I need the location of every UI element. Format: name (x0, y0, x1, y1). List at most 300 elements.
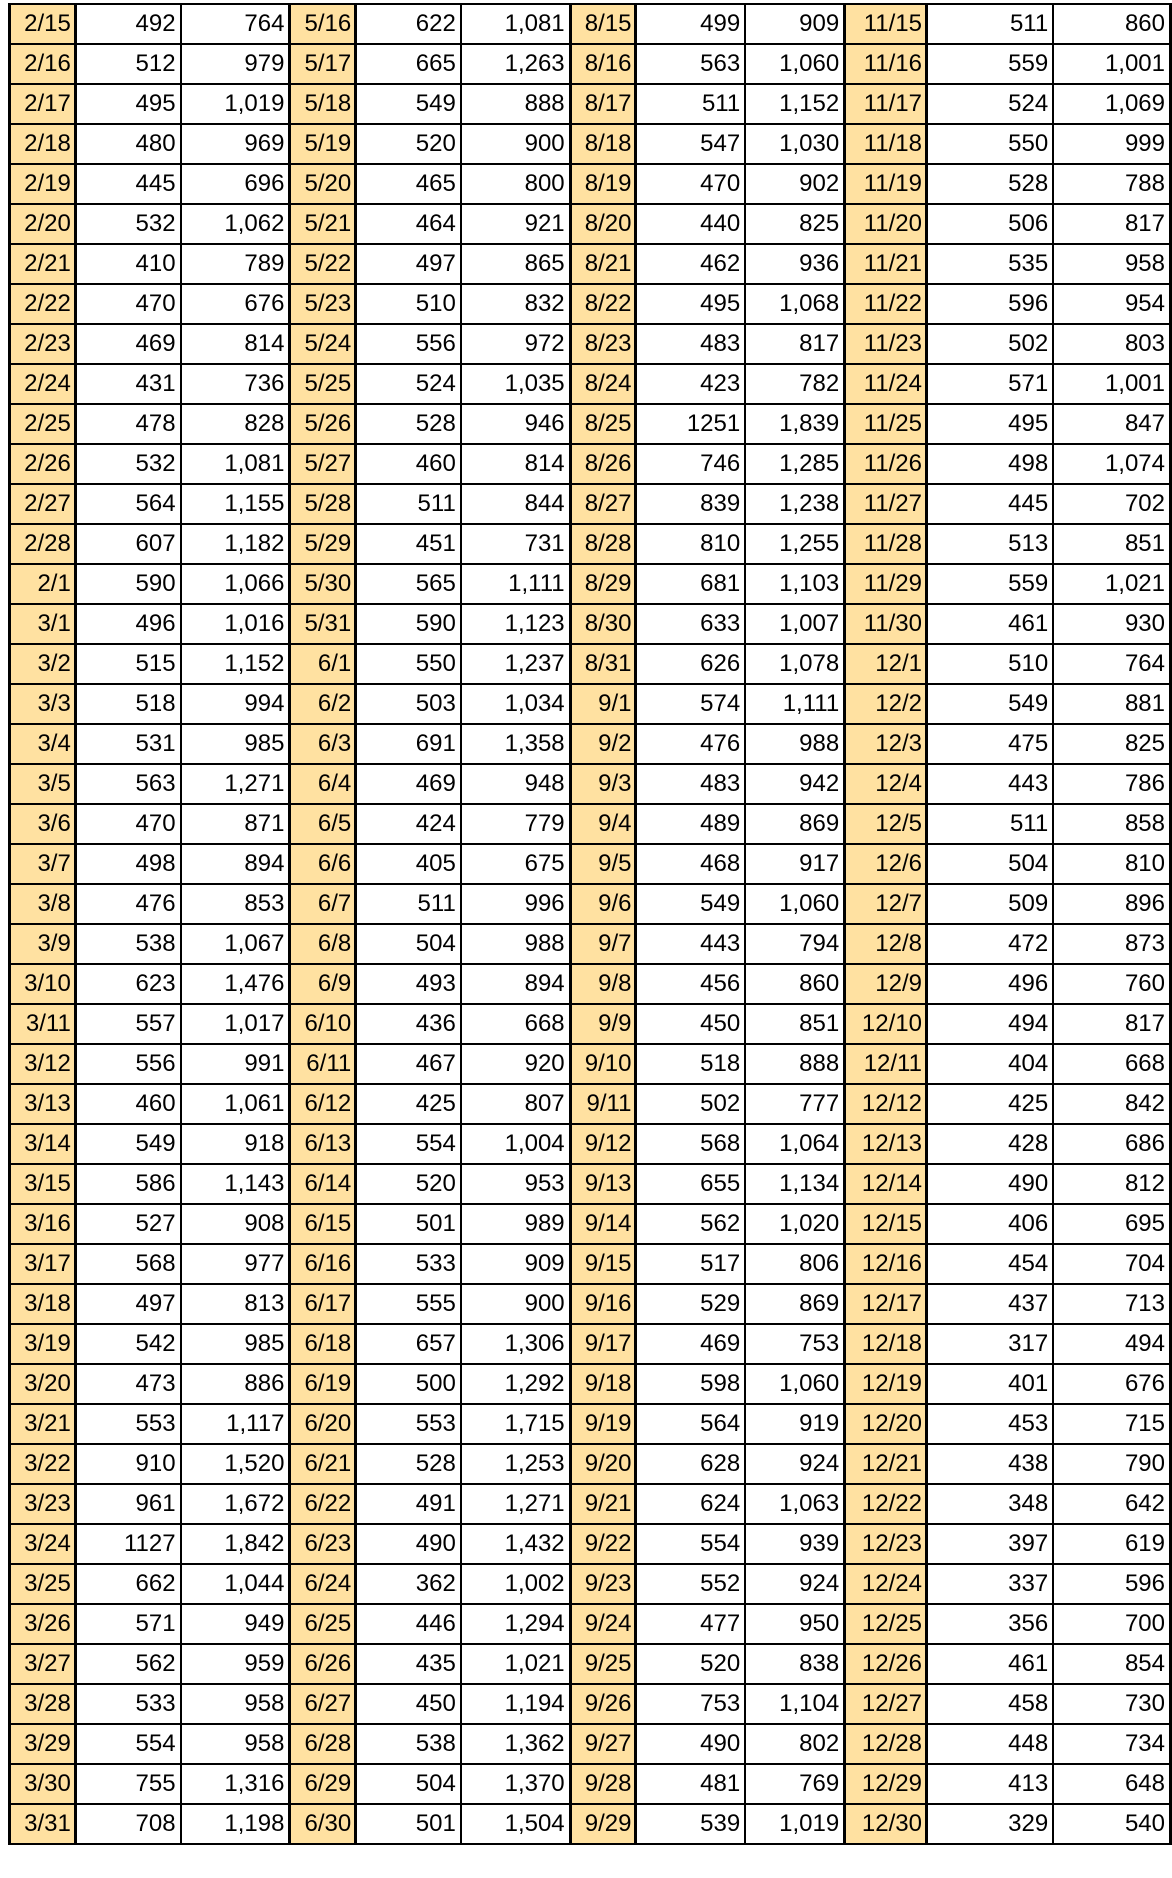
q3-value-b-cell: 1,060 (745, 44, 845, 84)
q4-value-b-cell: 842 (1053, 1084, 1170, 1124)
q3-date-cell: 8/15 (570, 4, 636, 44)
q3-value-b-cell: 1,068 (745, 284, 845, 324)
q1-date-cell: 2/25 (10, 404, 76, 444)
q3-value-a-cell: 469 (636, 1324, 745, 1364)
table-row (10, 4, 1171, 44)
q2-value-b-cell: 996 (461, 884, 570, 924)
q2-value-b-cell: 731 (461, 524, 570, 564)
q1-value-a-cell: 480 (75, 124, 180, 164)
q3-date-cell: 9/2 (570, 724, 636, 764)
q3-date-cell: 9/6 (570, 884, 636, 924)
table-row (10, 1084, 1171, 1124)
q1-value-a-cell: 562 (75, 1644, 180, 1684)
table-row (10, 1004, 1171, 1044)
q1-date-cell: 3/8 (10, 884, 76, 924)
q2-date-cell: 6/22 (290, 1484, 356, 1524)
q2-value-a-cell: 436 (356, 1004, 461, 1044)
q3-value-b-cell: 851 (745, 1004, 845, 1044)
q4-value-a-cell: 445 (926, 484, 1053, 524)
q4-value-b-cell: 881 (1053, 684, 1170, 724)
q1-value-b-cell: 958 (181, 1724, 290, 1764)
q3-value-b-cell: 777 (745, 1084, 845, 1124)
q1-value-a-cell: 533 (75, 1684, 180, 1724)
q3-value-a-cell: 470 (636, 164, 745, 204)
q1-value-a-cell: 492 (75, 4, 180, 44)
q2-date-cell: 6/1 (290, 644, 356, 684)
q1-value-a-cell: 512 (75, 44, 180, 84)
q1-value-a-cell: 590 (75, 564, 180, 604)
q4-value-b-cell: 764 (1053, 644, 1170, 684)
q2-value-a-cell: 510 (356, 284, 461, 324)
q3-date-cell: 9/16 (570, 1284, 636, 1324)
q2-date-cell: 6/12 (290, 1084, 356, 1124)
q1-value-a-cell: 497 (75, 1284, 180, 1324)
q1-date-cell: 2/23 (10, 324, 76, 364)
q4-date-cell: 12/1 (845, 644, 927, 684)
q1-value-b-cell: 736 (181, 364, 290, 404)
q3-value-a-cell: 598 (636, 1364, 745, 1404)
q3-value-b-cell: 806 (745, 1244, 845, 1284)
q4-date-cell: 12/5 (845, 804, 927, 844)
q1-value-b-cell: 1,520 (181, 1444, 290, 1484)
q2-date-cell: 5/30 (290, 564, 356, 604)
q4-value-b-cell: 676 (1053, 1364, 1170, 1404)
q4-value-b-cell: 702 (1053, 484, 1170, 524)
q2-date-cell: 6/16 (290, 1244, 356, 1284)
q4-value-a-cell: 535 (926, 244, 1053, 284)
q3-value-b-cell: 1,078 (745, 644, 845, 684)
q4-value-a-cell: 511 (926, 804, 1053, 844)
q3-date-cell: 9/18 (570, 1364, 636, 1404)
q2-value-a-cell: 491 (356, 1484, 461, 1524)
q3-value-b-cell: 1,285 (745, 444, 845, 484)
q1-date-cell: 3/2 (10, 644, 76, 684)
q2-date-cell: 6/24 (290, 1564, 356, 1604)
q3-date-cell: 9/29 (570, 1804, 636, 1844)
q2-value-a-cell: 511 (356, 884, 461, 924)
q4-value-a-cell: 453 (926, 1404, 1053, 1444)
q2-value-a-cell: 504 (356, 924, 461, 964)
q2-value-b-cell: 1,123 (461, 604, 570, 644)
q3-value-a-cell: 489 (636, 804, 745, 844)
q3-value-b-cell: 950 (745, 1604, 845, 1644)
q3-value-b-cell: 825 (745, 204, 845, 244)
q2-date-cell: 5/27 (290, 444, 356, 484)
q1-value-a-cell: 532 (75, 204, 180, 244)
q4-value-b-cell: 825 (1053, 724, 1170, 764)
q1-value-a-cell: 708 (75, 1804, 180, 1844)
q2-value-b-cell: 779 (461, 804, 570, 844)
q2-value-a-cell: 503 (356, 684, 461, 724)
q4-value-b-cell: 860 (1053, 4, 1170, 44)
q1-value-a-cell: 469 (75, 324, 180, 364)
q3-date-cell: 9/19 (570, 1404, 636, 1444)
q3-value-b-cell: 1,063 (745, 1484, 845, 1524)
q3-value-b-cell: 919 (745, 1404, 845, 1444)
q2-date-cell: 6/5 (290, 804, 356, 844)
q3-value-b-cell: 902 (745, 164, 845, 204)
q3-value-b-cell: 1,238 (745, 484, 845, 524)
q2-value-b-cell: 888 (461, 84, 570, 124)
q2-date-cell: 6/6 (290, 844, 356, 884)
q2-date-cell: 6/9 (290, 964, 356, 1004)
q4-value-a-cell: 329 (926, 1804, 1053, 1844)
q3-date-cell: 8/25 (570, 404, 636, 444)
table-row (10, 404, 1171, 444)
q3-date-cell: 9/24 (570, 1604, 636, 1644)
q4-value-b-cell: 930 (1053, 604, 1170, 644)
q2-value-b-cell: 675 (461, 844, 570, 884)
q4-date-cell: 12/25 (845, 1604, 927, 1644)
q2-value-a-cell: 465 (356, 164, 461, 204)
q3-value-a-cell: 440 (636, 204, 745, 244)
q2-value-a-cell: 549 (356, 84, 461, 124)
q4-value-a-cell: 571 (926, 364, 1053, 404)
q2-date-cell: 5/26 (290, 404, 356, 444)
table-row (10, 364, 1171, 404)
q4-value-a-cell: 490 (926, 1164, 1053, 1204)
q2-date-cell: 6/21 (290, 1444, 356, 1484)
q4-value-b-cell: 817 (1053, 1004, 1170, 1044)
q2-date-cell: 5/29 (290, 524, 356, 564)
q2-date-cell: 6/14 (290, 1164, 356, 1204)
q1-value-b-cell: 696 (181, 164, 290, 204)
q1-value-a-cell: 445 (75, 164, 180, 204)
q1-value-a-cell: 564 (75, 484, 180, 524)
q1-value-b-cell: 894 (181, 844, 290, 884)
q4-value-a-cell: 438 (926, 1444, 1053, 1484)
table-row (10, 204, 1171, 244)
q1-value-b-cell: 949 (181, 1604, 290, 1644)
q1-date-cell: 3/17 (10, 1244, 76, 1284)
table-row (10, 1564, 1171, 1604)
q3-value-b-cell: 869 (745, 1284, 845, 1324)
q3-value-b-cell: 1,152 (745, 84, 845, 124)
q3-date-cell: 9/13 (570, 1164, 636, 1204)
q4-date-cell: 11/21 (845, 244, 927, 284)
q2-date-cell: 5/28 (290, 484, 356, 524)
q2-value-a-cell: 435 (356, 1644, 461, 1684)
q4-date-cell: 11/25 (845, 404, 927, 444)
q2-value-b-cell: 1,111 (461, 564, 570, 604)
q2-value-b-cell: 1,306 (461, 1324, 570, 1364)
q2-date-cell: 6/27 (290, 1684, 356, 1724)
q4-value-a-cell: 437 (926, 1284, 1053, 1324)
table-row (10, 804, 1171, 844)
q4-value-b-cell: 668 (1053, 1044, 1170, 1084)
q3-value-a-cell: 450 (636, 1004, 745, 1044)
q2-value-a-cell: 528 (356, 404, 461, 444)
q1-value-a-cell: 1127 (75, 1524, 180, 1564)
q4-date-cell: 11/20 (845, 204, 927, 244)
q2-value-a-cell: 500 (356, 1364, 461, 1404)
q2-value-a-cell: 501 (356, 1804, 461, 1844)
q4-date-cell: 11/19 (845, 164, 927, 204)
q3-value-a-cell: 483 (636, 764, 745, 804)
q4-date-cell: 12/30 (845, 1804, 927, 1844)
q2-date-cell: 6/3 (290, 724, 356, 764)
table-body (10, 4, 1171, 1844)
q1-value-b-cell: 1,476 (181, 964, 290, 1004)
q4-value-b-cell: 790 (1053, 1444, 1170, 1484)
q4-value-a-cell: 495 (926, 404, 1053, 444)
table-row (10, 1484, 1171, 1524)
q1-value-a-cell: 460 (75, 1084, 180, 1124)
q1-date-cell: 2/19 (10, 164, 76, 204)
q4-value-b-cell: 596 (1053, 1564, 1170, 1604)
table-row (10, 1644, 1171, 1684)
q3-value-a-cell: 456 (636, 964, 745, 1004)
q1-value-a-cell: 495 (75, 84, 180, 124)
q1-date-cell: 3/25 (10, 1564, 76, 1604)
q4-date-cell: 12/15 (845, 1204, 927, 1244)
q2-date-cell: 6/7 (290, 884, 356, 924)
q1-date-cell: 3/24 (10, 1524, 76, 1564)
q4-value-a-cell: 443 (926, 764, 1053, 804)
q2-date-cell: 6/11 (290, 1044, 356, 1084)
q3-value-b-cell: 1,104 (745, 1684, 845, 1724)
q1-value-b-cell: 789 (181, 244, 290, 284)
q2-date-cell: 5/31 (290, 604, 356, 644)
q3-value-a-cell: 502 (636, 1084, 745, 1124)
q2-value-b-cell: 1,294 (461, 1604, 570, 1644)
q3-date-cell: 9/25 (570, 1644, 636, 1684)
q1-value-b-cell: 1,182 (181, 524, 290, 564)
q2-value-a-cell: 497 (356, 244, 461, 284)
q1-value-b-cell: 871 (181, 804, 290, 844)
q4-date-cell: 12/28 (845, 1724, 927, 1764)
q2-date-cell: 5/22 (290, 244, 356, 284)
q2-value-b-cell: 1,021 (461, 1644, 570, 1684)
q4-value-b-cell: 1,001 (1053, 44, 1170, 84)
q2-date-cell: 6/28 (290, 1724, 356, 1764)
q4-date-cell: 12/16 (845, 1244, 927, 1284)
q3-value-a-cell: 681 (636, 564, 745, 604)
q2-date-cell: 6/19 (290, 1364, 356, 1404)
q3-value-a-cell: 1251 (636, 404, 745, 444)
q1-date-cell: 2/22 (10, 284, 76, 324)
q4-value-b-cell: 803 (1053, 324, 1170, 364)
q1-date-cell: 3/4 (10, 724, 76, 764)
q3-value-a-cell: 626 (636, 644, 745, 684)
q2-date-cell: 6/26 (290, 1644, 356, 1684)
q1-date-cell: 3/20 (10, 1364, 76, 1404)
q4-date-cell: 11/29 (845, 564, 927, 604)
q3-date-cell: 8/23 (570, 324, 636, 364)
q1-date-cell: 3/29 (10, 1724, 76, 1764)
q4-value-b-cell: 873 (1053, 924, 1170, 964)
q3-date-cell: 9/26 (570, 1684, 636, 1724)
q4-value-a-cell: 356 (926, 1604, 1053, 1644)
q4-value-a-cell: 494 (926, 1004, 1053, 1044)
q3-value-b-cell: 936 (745, 244, 845, 284)
q2-value-b-cell: 1,035 (461, 364, 570, 404)
table-row (10, 1724, 1171, 1764)
q3-date-cell: 9/15 (570, 1244, 636, 1284)
q4-value-b-cell: 958 (1053, 244, 1170, 284)
q1-date-cell: 3/3 (10, 684, 76, 724)
q4-value-b-cell: 858 (1053, 804, 1170, 844)
q2-value-b-cell: 948 (461, 764, 570, 804)
q2-date-cell: 5/18 (290, 84, 356, 124)
q2-value-a-cell: 590 (356, 604, 461, 644)
q1-value-a-cell: 557 (75, 1004, 180, 1044)
q3-date-cell: 8/24 (570, 364, 636, 404)
q4-date-cell: 12/13 (845, 1124, 927, 1164)
table-row (10, 444, 1171, 484)
q3-value-a-cell: 746 (636, 444, 745, 484)
q3-date-cell: 8/30 (570, 604, 636, 644)
q2-value-b-cell: 1,432 (461, 1524, 570, 1564)
q1-value-b-cell: 918 (181, 1124, 290, 1164)
q4-date-cell: 12/29 (845, 1764, 927, 1804)
q4-value-b-cell: 812 (1053, 1164, 1170, 1204)
q4-value-a-cell: 504 (926, 844, 1053, 884)
q4-value-b-cell: 788 (1053, 164, 1170, 204)
q1-date-cell: 2/18 (10, 124, 76, 164)
q4-value-a-cell: 472 (926, 924, 1053, 964)
q1-value-a-cell: 554 (75, 1724, 180, 1764)
table-row (10, 1164, 1171, 1204)
q4-value-b-cell: 896 (1053, 884, 1170, 924)
q2-value-b-cell: 920 (461, 1044, 570, 1084)
q3-date-cell: 8/27 (570, 484, 636, 524)
q2-value-a-cell: 450 (356, 1684, 461, 1724)
q1-value-a-cell: 538 (75, 924, 180, 964)
table-row (10, 524, 1171, 564)
q1-value-a-cell: 518 (75, 684, 180, 724)
q4-value-a-cell: 509 (926, 884, 1053, 924)
table-row (10, 884, 1171, 924)
q1-date-cell: 3/12 (10, 1044, 76, 1084)
q1-date-cell: 3/1 (10, 604, 76, 644)
q1-date-cell: 3/5 (10, 764, 76, 804)
q1-value-a-cell: 470 (75, 804, 180, 844)
q2-value-a-cell: 538 (356, 1724, 461, 1764)
q4-date-cell: 12/4 (845, 764, 927, 804)
q2-value-b-cell: 894 (461, 964, 570, 1004)
q4-value-a-cell: 317 (926, 1324, 1053, 1364)
q2-value-b-cell: 807 (461, 1084, 570, 1124)
q2-date-cell: 6/23 (290, 1524, 356, 1564)
q3-value-a-cell: 554 (636, 1524, 745, 1564)
q4-value-a-cell: 506 (926, 204, 1053, 244)
q4-value-b-cell: 954 (1053, 284, 1170, 324)
q1-value-b-cell: 814 (181, 324, 290, 364)
q3-value-b-cell: 802 (745, 1724, 845, 1764)
q1-value-a-cell: 478 (75, 404, 180, 444)
q2-value-a-cell: 565 (356, 564, 461, 604)
q1-value-a-cell: 607 (75, 524, 180, 564)
q1-value-a-cell: 563 (75, 764, 180, 804)
q1-date-cell: 3/11 (10, 1004, 76, 1044)
q3-value-a-cell: 490 (636, 1724, 745, 1764)
q3-value-a-cell: 810 (636, 524, 745, 564)
q1-date-cell: 2/27 (10, 484, 76, 524)
table-row (10, 604, 1171, 644)
q2-value-a-cell: 665 (356, 44, 461, 84)
q1-value-a-cell: 498 (75, 844, 180, 884)
q4-value-b-cell: 730 (1053, 1684, 1170, 1724)
table-row (10, 1364, 1171, 1404)
q1-value-b-cell: 1,067 (181, 924, 290, 964)
q2-date-cell: 5/20 (290, 164, 356, 204)
q2-value-b-cell: 1,081 (461, 4, 570, 44)
q4-value-b-cell: 817 (1053, 204, 1170, 244)
q1-value-b-cell: 1,016 (181, 604, 290, 644)
q3-date-cell: 9/8 (570, 964, 636, 1004)
q2-date-cell: 6/8 (290, 924, 356, 964)
q3-value-a-cell: 539 (636, 1804, 745, 1844)
q1-date-cell: 3/9 (10, 924, 76, 964)
q1-value-b-cell: 1,316 (181, 1764, 290, 1804)
table-row (10, 1444, 1171, 1484)
q3-date-cell: 9/17 (570, 1324, 636, 1364)
q3-value-b-cell: 1,064 (745, 1124, 845, 1164)
q3-date-cell: 8/28 (570, 524, 636, 564)
q4-value-b-cell: 648 (1053, 1764, 1170, 1804)
table-row (10, 564, 1171, 604)
q2-date-cell: 6/13 (290, 1124, 356, 1164)
q3-value-a-cell: 552 (636, 1564, 745, 1604)
q2-value-b-cell: 1,034 (461, 684, 570, 724)
q3-value-b-cell: 1,839 (745, 404, 845, 444)
q2-value-b-cell: 900 (461, 1284, 570, 1324)
q3-date-cell: 8/29 (570, 564, 636, 604)
q1-value-a-cell: 568 (75, 1244, 180, 1284)
q4-value-a-cell: 528 (926, 164, 1053, 204)
q4-date-cell: 11/16 (845, 44, 927, 84)
q1-value-a-cell: 910 (75, 1444, 180, 1484)
q1-date-cell: 3/6 (10, 804, 76, 844)
q2-value-a-cell: 553 (356, 1404, 461, 1444)
q3-date-cell: 9/9 (570, 1004, 636, 1044)
q4-value-a-cell: 401 (926, 1364, 1053, 1404)
q3-value-b-cell: 939 (745, 1524, 845, 1564)
q1-value-a-cell: 553 (75, 1404, 180, 1444)
q4-value-b-cell: 854 (1053, 1644, 1170, 1684)
q3-value-b-cell: 917 (745, 844, 845, 884)
q3-value-b-cell: 888 (745, 1044, 845, 1084)
q4-value-a-cell: 596 (926, 284, 1053, 324)
q4-value-a-cell: 524 (926, 84, 1053, 124)
q2-value-a-cell: 405 (356, 844, 461, 884)
q4-date-cell: 11/22 (845, 284, 927, 324)
table-row (10, 1764, 1171, 1804)
q2-date-cell: 6/18 (290, 1324, 356, 1364)
table-row (10, 1244, 1171, 1284)
q1-value-a-cell: 549 (75, 1124, 180, 1164)
q3-value-a-cell: 518 (636, 1044, 745, 1084)
q2-value-a-cell: 691 (356, 724, 461, 764)
q2-value-a-cell: 464 (356, 204, 461, 244)
q2-value-b-cell: 1,271 (461, 1484, 570, 1524)
q4-value-a-cell: 559 (926, 564, 1053, 604)
q3-date-cell: 9/21 (570, 1484, 636, 1524)
q4-value-a-cell: 425 (926, 1084, 1053, 1124)
table-row (10, 284, 1171, 324)
table-row (10, 484, 1171, 524)
q4-date-cell: 11/27 (845, 484, 927, 524)
q2-value-b-cell: 953 (461, 1164, 570, 1204)
q4-value-b-cell: 704 (1053, 1244, 1170, 1284)
q4-value-b-cell: 700 (1053, 1604, 1170, 1644)
q4-value-b-cell: 713 (1053, 1284, 1170, 1324)
q3-value-a-cell: 481 (636, 1764, 745, 1804)
q4-date-cell: 12/8 (845, 924, 927, 964)
q3-date-cell: 9/5 (570, 844, 636, 884)
q4-value-a-cell: 498 (926, 444, 1053, 484)
